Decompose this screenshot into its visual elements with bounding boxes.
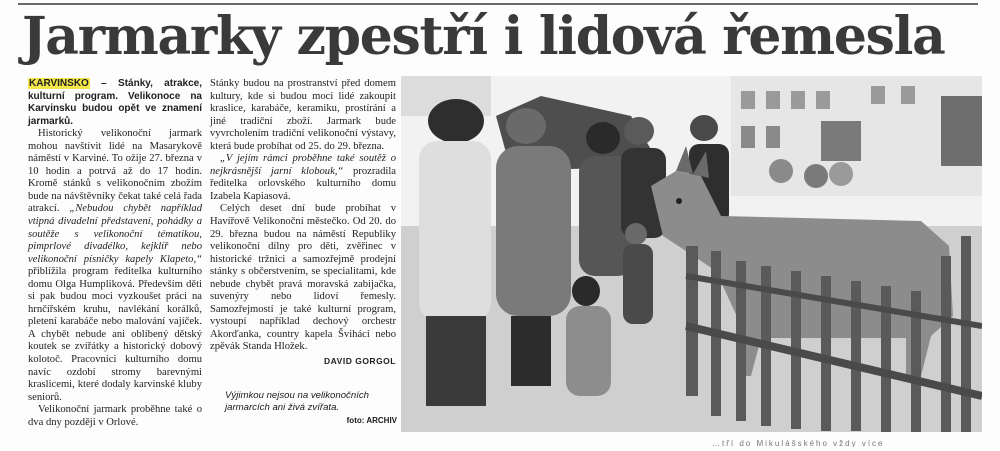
byline: DAVID GORGOL [324,356,396,367]
clipped-text-fragment: …tří do Mikulášského vždy více [712,439,885,447]
article-column-1 [28,78,202,429]
dateline: KARVINSKO [29,78,89,89]
paragraph [28,128,202,404]
paragraph: Velikonoční jarmark proběhne také o dva dny později v Orlové. [28,404,202,428]
quote-text: „V jejím rámci proběhne také soutěž o nejkrásnější jarní klobouk,“ [210,153,396,177]
paragraph [210,153,396,203]
lead-paragraph [28,78,202,128]
paragraph-text: prozradila ředitelka orlovského kulturního domu Izabela Kapiasová. [210,165,396,202]
photo-caption: Výjimkou nejsou na velikonočních jarmarcích ani živá zvířata. [225,390,369,413]
quote-text: „Nebudou chybět například vtipná divadelní představení, pohádky a soutěže s velikonoční tématikou, pimprlové divadélko, kejklíř nebo velikonoční písničky kapely Klapeto,“ [28,203,202,265]
paragraph: Stánky budou na prostranství před domem kultury, kde si budou moci lidé zakoupit kraslice, karabáče, keramiku, prostírání a jiné tradiční zboží. Jarmark bude vyvrcholením tradiční velikonoční výstavy, která bude probíhat od 25. do 29. března. [210,78,396,152]
paragraph-text: přiblížila program ředitelka kulturního domu Olga Humpliková. Především děti si pak budou moci vyzkoušet práci na hrnčířském kruhu, navlékání korálků, pletení karabáče nebo malování vajíček. A chybět nebude ani oblíbený dětský koutek se zvířátky a historický dobový kolotoč. Pracovníci kulturního domu navíc ozdobí stromy barevnými kraslicemi, které dodaly karvinské kluby seniorů. [28,266,202,403]
article-column-2 [210,78,396,368]
photo-illustration [401,76,982,432]
paragraph: Celých deset dní bude probíhat v Havířově Velikonoční městečko. Od 20. do 29. března budou na náměstí Republiky velikonoční dílny pro děti, zvěřinec v historické tržnici a samozřejmě prodejní stánky s občerstvením, se specialitami, kde nebude chybět pravá moravská zabijačka, suvenýry nebo lidoví řemesly. Samozřejmostí je také kulturní program, vystoupí například dechový orchestr Akorďanka, country kapela Šviháci nebo zpěvák Standa Hložek. [210,203,396,353]
photo-caption-box [225,390,397,434]
article-photo [401,76,982,432]
lead-text: – Stánky, atrakce, kulturní program. Velikonoce na Karvinsku budou opět ve znamení jarmarků. [28,78,202,127]
headline: Jarmarky zpestří i lidová řemesla [22,6,945,67]
paragraph-text: Historický velikonoční jarmark mohou navštívit lidé na Masarykově náměstí v Karviné. To ožije 27. března v 10 hodin a potrvá až do 17 hodin. Kromě stánků s velikonočním zbožím bude na návštěvníky čekat také celá řada atrakcí. [28,128,202,215]
photo-credit: foto: ARCHIV [346,416,397,425]
